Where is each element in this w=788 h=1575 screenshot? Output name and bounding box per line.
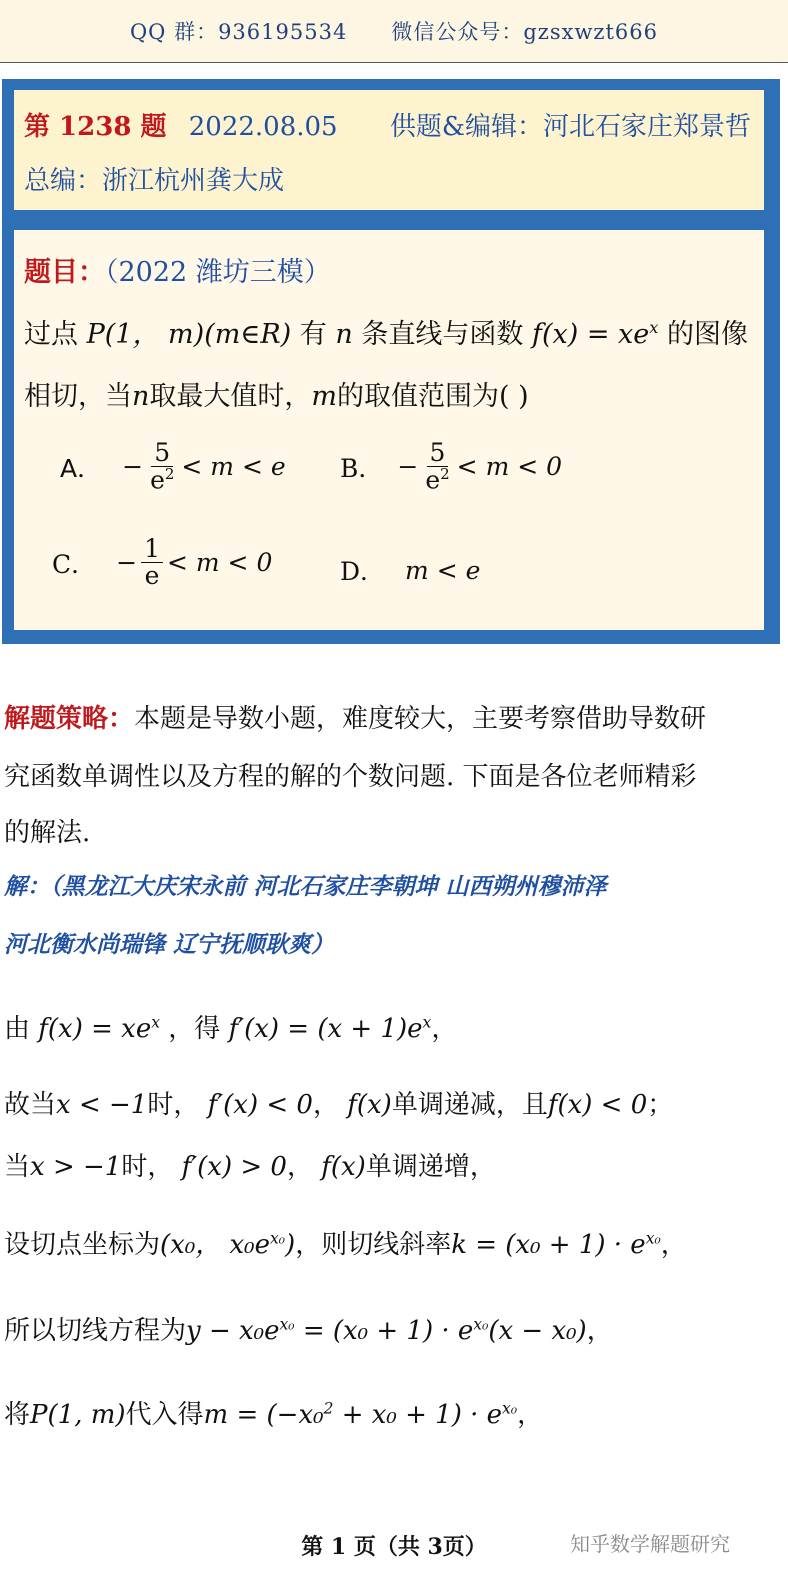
text: 条直线与函数 <box>361 319 524 350</box>
math-part: + x₀ + 1) · e <box>341 1400 503 1430</box>
solution-step-5 <box>4 1310 613 1347</box>
text: 的图像 <box>666 319 748 350</box>
text: 过点 <box>24 319 78 350</box>
math: x > −1 <box>30 1152 122 1182</box>
math: f(x) < 0 <box>547 1090 648 1120</box>
text: ， <box>431 1014 458 1044</box>
text: 当 <box>4 1152 31 1182</box>
den-base: e <box>425 465 441 495</box>
text: ，则切线斜率 <box>295 1230 452 1260</box>
page-footer: 第 1 页（共 3页） <box>301 1534 487 1560</box>
text: 时， <box>121 1152 174 1182</box>
meta-line-1 <box>24 106 751 143</box>
numerator: 5 <box>151 440 173 467</box>
text: 的取值范围为( ) <box>337 381 529 412</box>
denominator <box>422 467 452 494</box>
math <box>38 1014 160 1044</box>
fraction <box>422 440 452 494</box>
inequality: < m < e <box>181 452 286 482</box>
strategy-text: 究函数单调性以及方程的解的个数问题. 下面是各位老师精彩 <box>4 762 697 792</box>
fraction <box>141 536 163 590</box>
top-header <box>0 0 788 63</box>
math-part: = (x₀ + 1) · e <box>302 1316 474 1346</box>
option-d <box>340 552 480 588</box>
text: ， <box>660 1230 687 1260</box>
math: P(1， m)(m∈R) <box>86 319 292 350</box>
math <box>204 1400 518 1430</box>
superscript: x <box>649 318 659 337</box>
superscript: x <box>151 1013 161 1032</box>
chief-editor: 总编：浙江杭州龚大成 <box>24 166 285 196</box>
superscript: x₀ <box>269 1229 286 1248</box>
minus: − <box>116 548 138 578</box>
watermark: 知乎数学解题研究 <box>570 1532 730 1556</box>
text: ； <box>647 1090 674 1120</box>
math: f(x) <box>321 1152 366 1182</box>
denominator: e <box>144 561 160 591</box>
option-label: C． <box>52 549 97 579</box>
problem-source: （2022 潍坊三模） <box>105 257 331 288</box>
math-part: f′(x) = (x + 1)e <box>228 1014 423 1044</box>
numerator: 1 <box>141 536 163 563</box>
text: 有 <box>299 319 327 350</box>
solution-label: 解： <box>4 874 50 900</box>
problem-line-2 <box>24 374 529 413</box>
text: ， <box>312 1090 339 1120</box>
text: ， <box>286 1152 313 1182</box>
math-part: (x − x₀) <box>488 1316 587 1346</box>
solvers-text: 河北衡水尚瑞锋 辽宁抚顺耿爽） <box>4 932 335 958</box>
math-part: f(x) = xe <box>38 1014 152 1044</box>
superscript: x₀ <box>473 1315 489 1334</box>
math: P(1, m) <box>30 1400 126 1430</box>
text: 所以切线方程为 <box>4 1316 187 1346</box>
inequality: < m < 0 <box>167 548 273 578</box>
option-c <box>52 536 272 590</box>
solution-step-1 <box>4 1008 457 1045</box>
math-part: ) <box>285 1230 296 1260</box>
minus: − <box>122 452 144 482</box>
den-base: e <box>150 465 165 495</box>
problem-box <box>12 228 766 632</box>
math <box>160 1230 295 1260</box>
text: ， <box>586 1316 613 1346</box>
superscript: x₀ <box>279 1315 295 1334</box>
superscript: 2 <box>323 1399 334 1418</box>
text: 由 <box>4 1014 31 1044</box>
denominator <box>147 467 177 494</box>
solution-step-2 <box>4 1084 673 1121</box>
math <box>229 1014 432 1044</box>
strategy-text: 本题是导数小题，难度较大，主要考察借助导数研 <box>134 704 707 734</box>
math: f(x) <box>347 1090 392 1120</box>
qq-group: QQ 群：936195534 <box>129 20 348 44</box>
strategy-text: 的解法. <box>4 818 91 848</box>
minus: − <box>397 452 419 482</box>
problem-number: 第 1238 题 <box>24 112 167 142</box>
solution-step-4 <box>4 1224 687 1261</box>
meta-line-2 <box>24 160 284 197</box>
text: 故当 <box>4 1090 57 1120</box>
meta-box <box>12 88 766 212</box>
superscript: x₀ <box>645 1229 661 1248</box>
math: n <box>335 319 353 350</box>
math: m <box>311 381 337 412</box>
solvers-line-2 <box>4 926 334 959</box>
inequality: m < e <box>405 555 481 585</box>
option-label: B． <box>340 453 384 483</box>
fraction <box>147 440 177 494</box>
math: f′(x) < 0 <box>207 1090 313 1120</box>
math-part: k = (x₀ + 1) · e <box>451 1230 646 1260</box>
math-part: (x₀， x₀e <box>160 1230 270 1260</box>
option-label: A． <box>60 453 103 483</box>
text: ，得 <box>168 1014 221 1044</box>
text: 设切点坐标为 <box>4 1230 161 1260</box>
editor: 供题&编辑：河北石家庄郑景哲 <box>389 112 752 142</box>
strategy-label: 解题策略： <box>4 704 135 734</box>
math-part: f(x) = xe <box>531 319 650 350</box>
wechat-account: 微信公众号：gzsxwzt666 <box>391 20 659 44</box>
problem-date: 2022.08.05 <box>188 112 338 142</box>
text: 相切，当 <box>24 381 132 412</box>
math <box>451 1230 661 1260</box>
text: 单调递减，且 <box>391 1090 548 1120</box>
solution-step-6 <box>4 1394 543 1431</box>
problem-heading <box>24 250 331 289</box>
solution-heading <box>4 868 607 901</box>
option-label: D． <box>340 557 386 586</box>
math: f′(x) > 0 <box>181 1152 287 1182</box>
option-a <box>60 440 286 494</box>
superscript: 2 <box>164 465 175 484</box>
superscript: x₀ <box>502 1399 518 1418</box>
math-part: m = (−x₀ <box>203 1400 324 1430</box>
math <box>186 1316 587 1346</box>
math: x < −1 <box>56 1090 148 1120</box>
text: 时， <box>147 1090 200 1120</box>
problem-line-1 <box>24 312 748 351</box>
superscript: x <box>422 1013 432 1032</box>
strategy-line-2 <box>4 756 697 793</box>
option-b <box>340 440 562 494</box>
solvers-line-1: （黑龙江大庆宋永前 河北石家庄李朝坤 山西朔州穆沛泽 <box>50 874 607 900</box>
text: 单调递增， <box>365 1152 496 1182</box>
text: 取最大值时， <box>149 381 312 412</box>
numerator: 5 <box>427 440 449 467</box>
math <box>532 319 658 350</box>
inequality: < m < 0 <box>456 452 563 482</box>
strategy-line-1 <box>4 698 706 735</box>
math: n <box>132 381 150 412</box>
math-part: y − x₀e <box>186 1316 280 1346</box>
strategy-line-3 <box>4 812 90 849</box>
problem-label: 题目： <box>24 257 105 288</box>
text: 代入得 <box>125 1400 204 1430</box>
text: 将 <box>4 1400 31 1430</box>
superscript: 2 <box>440 465 450 484</box>
solution-step-3 <box>4 1146 496 1183</box>
text: ， <box>517 1400 544 1430</box>
